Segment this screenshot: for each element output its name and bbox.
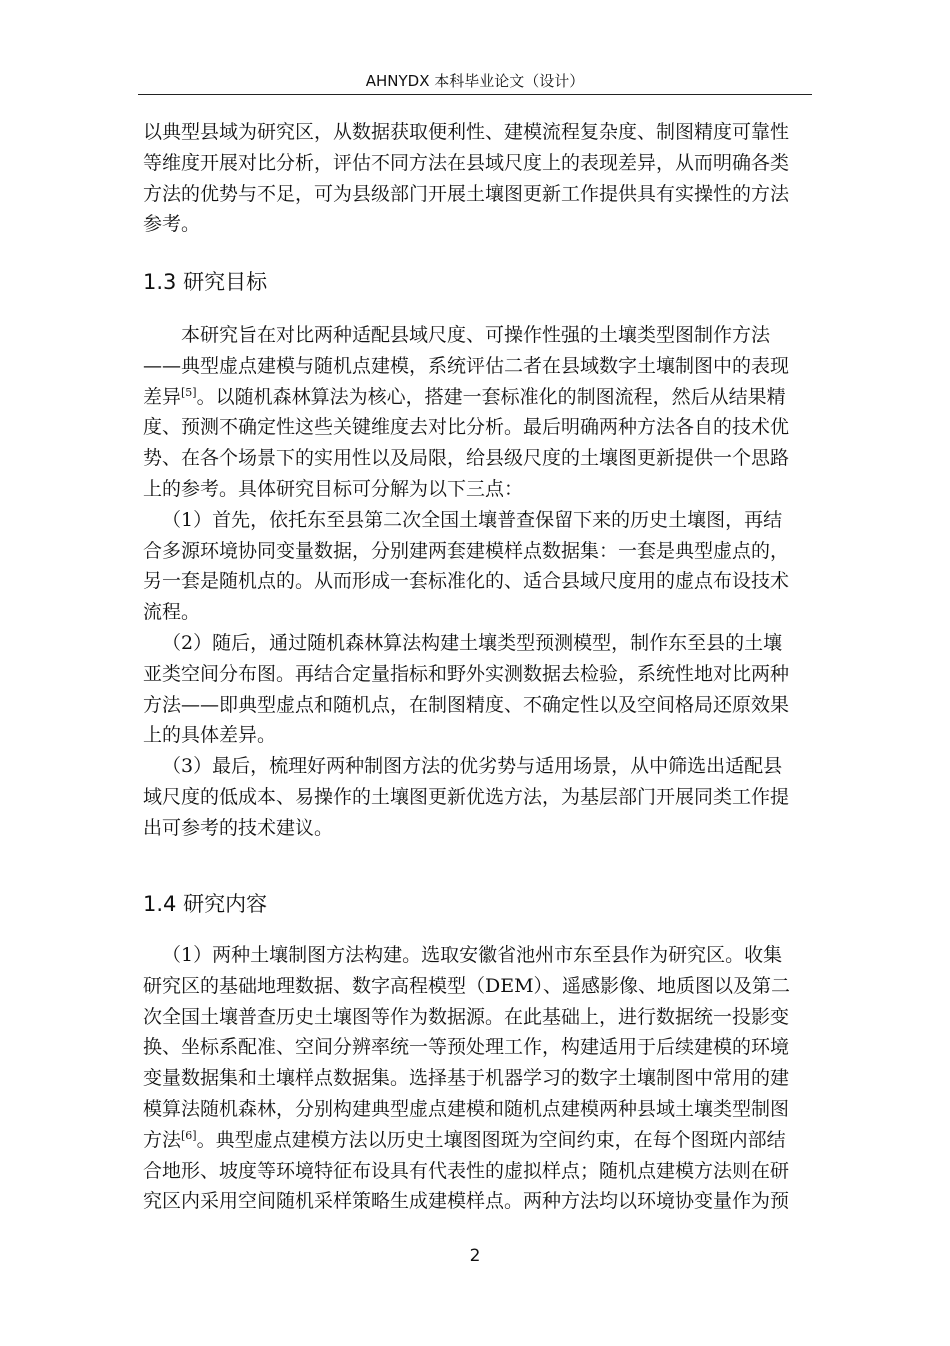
page-header xyxy=(138,72,812,95)
text-line: 次全国土壤普查历史土壤图等作为数据源。在此基础上，进行数据统一投影变 xyxy=(143,1005,790,1028)
citation-5: [5] xyxy=(181,385,197,399)
text-line: 等维度开展对比分析，评估不同方法在县域尺度上的表现差异，从而明确各类 xyxy=(143,151,790,174)
text-line: 上的参考。具体研究目标可分解为以下三点： xyxy=(143,477,524,500)
header-title: AHNYDX 本科毕业论文（设计） xyxy=(365,72,585,90)
page-number: 2 xyxy=(469,1246,481,1266)
objective-3-line: （3）最后，梳理好两种制图方法的优劣势与适用场景，从中筛选出适配县 xyxy=(162,755,783,778)
section-1-3-body xyxy=(143,320,808,844)
objective-2-line: （2）随后，通过随机森林算法构建土壤类型预测模型，制作东至县的土壤 xyxy=(162,631,783,654)
text-line: 方法的优势与不足，可为县级部门开展土壤图更新工作提供具有实操性的方法 xyxy=(143,182,790,205)
text-line: 参考。 xyxy=(143,213,201,236)
text-line: 合地形、坡度等环境特征布设具有代表性的虚拟样点；随机点建模方法则在研 xyxy=(143,1159,790,1182)
text-line: 究区内采用空间随机采样策略生成建模样点。两种方法均以环境协变量作为预 xyxy=(143,1190,790,1213)
citation-6: [6] xyxy=(181,1128,197,1142)
objective-1-line: 另一套是随机点的。从而形成一套标准化的、适合县域尺度用的虚点布设技术 xyxy=(143,570,790,593)
objective-1-line: 流程。 xyxy=(143,601,201,624)
objective-3-line: 域尺度的低成本、易操作的土壤图更新优选方法，为基层部门开展同类工作提 xyxy=(143,785,790,808)
objective-2-line: 方法——即典型虚点和随机点，在制图精度、不确定性以及空间格局还原效果 xyxy=(143,693,790,716)
objective-3-line: 出可参考的技术建议。 xyxy=(143,816,334,839)
text-line: 本研究旨在对比两种适配县域尺度、可操作性强的土壤类型图制作方法 xyxy=(181,324,771,346)
section-heading-1-4: 1.4 研究内容 xyxy=(143,892,268,916)
text-line: 以典型县域为研究区，从数据获取便利性、建模流程复杂度、制图精度可靠性 xyxy=(143,121,790,143)
text-span: 差异 xyxy=(143,385,182,408)
text-span: 。以随机森林算法为核心，搭建一套标准化的制图流程，然后从结果精 xyxy=(196,385,786,408)
text-line: 换、坐标系配准、空间分辨率统一等预处理工作，构建适用于后续建模的环境 xyxy=(143,1036,790,1059)
intro-paragraph xyxy=(143,117,808,240)
text-span: 。典型虚点建模方法以历史土壤图图斑为空间约束，在每个图斑内部结 xyxy=(196,1128,786,1151)
text-line: ——典型虚点建模与随机点建模，系统评估二者在县域数字土壤制图中的表现 xyxy=(143,354,790,377)
text-line: 变量数据集和土壤样点数据集。选择基于机器学习的数字土壤制图中常用的建 xyxy=(143,1067,790,1090)
text-span: 方法 xyxy=(143,1128,182,1151)
section-1-4-body xyxy=(143,940,808,1217)
text-line xyxy=(143,1125,808,1156)
section-heading-1-3: 1.3 研究目标 xyxy=(143,270,268,294)
text-line: 模算法随机森林，分别构建典型虚点建模和随机点建模两种县域土壤类型制图 xyxy=(143,1097,790,1120)
text-line: 研究区的基础地理数据、数字高程模型（DEM）、遥感影像、地质图以及第二 xyxy=(143,974,791,997)
text-line: 势、在各个场景下的实用性以及局限，给县级尺度的土壤图更新提供一个思路 xyxy=(143,447,790,470)
objective-2-line: 上的具体差异。 xyxy=(143,724,277,747)
objective-2-line: 亚类空间分布图。再结合定量指标和野外实测数据去检验，系统性地对比两种 xyxy=(143,662,790,685)
objective-1-line: 合多源环境协同变量数据，分别建两套建模样点数据集：一套是典型虚点的， xyxy=(143,539,790,562)
text-line: 度、预测不确定性这些关键维度去对比分析。最后明确两种方法各自的技术优 xyxy=(143,416,790,439)
text-line: （1）两种土壤制图方法构建。选取安徽省池州市东至县作为研究区。收集 xyxy=(162,944,783,966)
text-line xyxy=(143,382,808,413)
objective-1-line: （1）首先，依托东至县第二次全国土壤普查保留下来的历史土壤图，再结 xyxy=(162,508,783,531)
